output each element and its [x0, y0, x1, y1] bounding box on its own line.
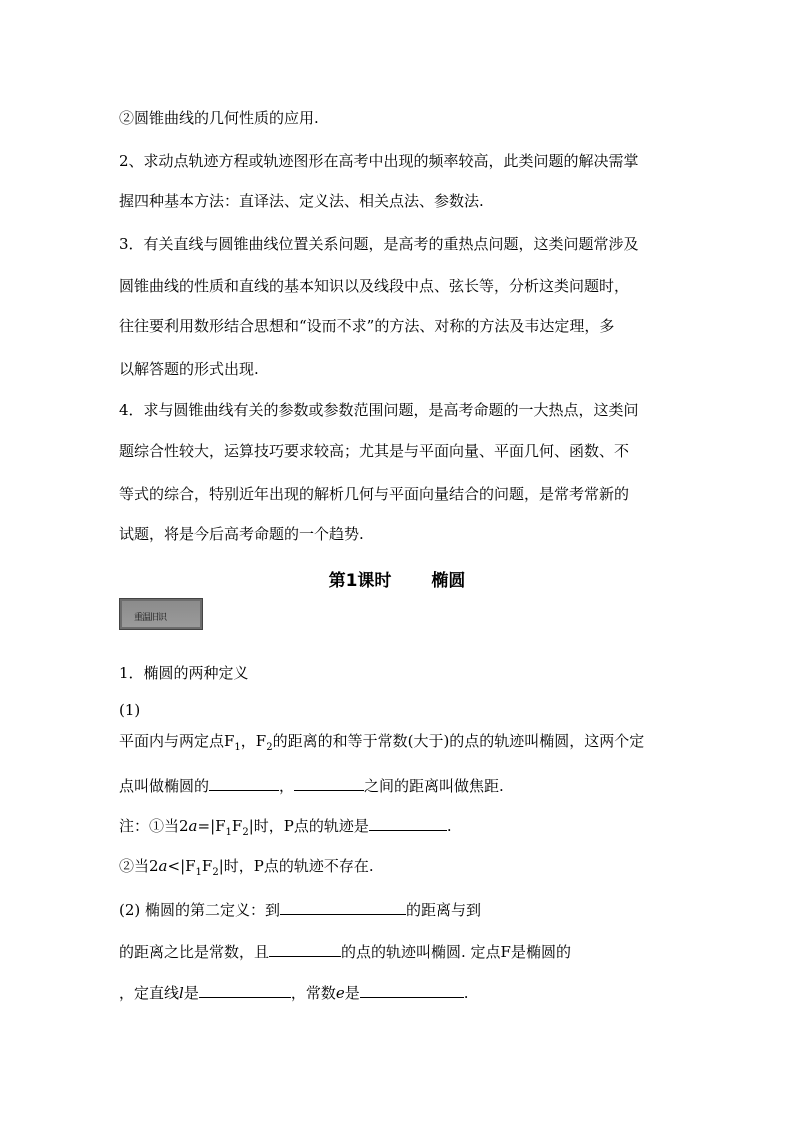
- text-line-2: 2、求动点轨迹方程或轨迹图形在高考中出现的频率较高，此类问题的解决需掌: [119, 152, 639, 170]
- lesson-number: 第1课时: [328, 571, 392, 591]
- text-line-5: 圆锥曲线的性质和直线的基本知识以及线段中点、弦长等，分析这类问题时，: [119, 277, 630, 295]
- blank-field-4[interactable]: [280, 898, 406, 915]
- section-heading: 1．椭圆的两种定义: [119, 664, 249, 682]
- text-line-11: 试题，将是今后高考命题的一个趋势.: [119, 525, 364, 543]
- definition-1-line: 平面内与两定点$F_1$，$F_2$的距离的和等于常数(大于)的点的轨迹叫椭圆，这两个定: [119, 732, 645, 753]
- text-line-8: 4．求与圆锥曲线有关的参数或参数范围问题，是高考命题的一大热点，这类问: [119, 401, 639, 419]
- lesson-title: [0, 566, 794, 591]
- blank-field-1[interactable]: [209, 774, 279, 791]
- text-line-4: 3．有关直线与圆锥曲线位置关系问题，是高考的重热点问题，这类问题常涉及: [119, 235, 639, 253]
- text-line-3: 握四种基本方法：直译法、定义法、相关点法、参数法.: [119, 192, 484, 210]
- text-line-1: ②圆锥曲线的几何性质的应用.: [119, 109, 319, 127]
- note-2-line: ②当$2a<|F_1F_2|$时，P点的轨迹不存在.: [119, 857, 374, 878]
- directrix-line: ，定直线l是 ，常数e是 .: [119, 981, 469, 1003]
- section-badge: [119, 598, 203, 630]
- blank-field-2[interactable]: [294, 774, 364, 791]
- blank-field-6[interactable]: [199, 981, 291, 998]
- lesson-topic: 椭圆: [431, 571, 466, 591]
- definition-2-line: 点叫做椭圆的 ， 之间的距离叫做焦距.: [119, 774, 504, 796]
- text-line-7: 以解答题的形式出现.: [119, 360, 259, 378]
- ratio-line: 的距离之比是常数，且 的点的轨迹叫椭圆. 定点F是椭圆的: [119, 940, 571, 962]
- text-line-9: 题综合性较大，运算技巧要求较高；尤其是与平面向量、平面几何、函数、不: [119, 442, 630, 460]
- section-badge-label: 重温旧识: [134, 613, 167, 623]
- text-line-6: 往往要利用数形结合思想和“设而不求”的方法、对称的方法及韦达定理，多: [119, 317, 615, 335]
- note-1-line: 注：①当$2a=|F_1F_2|$时，P点的轨迹是 .: [119, 814, 452, 843]
- blank-field-7[interactable]: [360, 981, 464, 998]
- blank-field-5[interactable]: [269, 940, 341, 957]
- second-definition-line: (2) 椭圆的第二定义：到 的距离与到: [119, 898, 481, 920]
- text-line-10: 等式的综合，特别近年出现的解析几何与平面向量结合的问题，是常考常新的: [119, 485, 630, 503]
- blank-field-3[interactable]: [369, 814, 447, 831]
- part-1-label: (1): [119, 701, 141, 719]
